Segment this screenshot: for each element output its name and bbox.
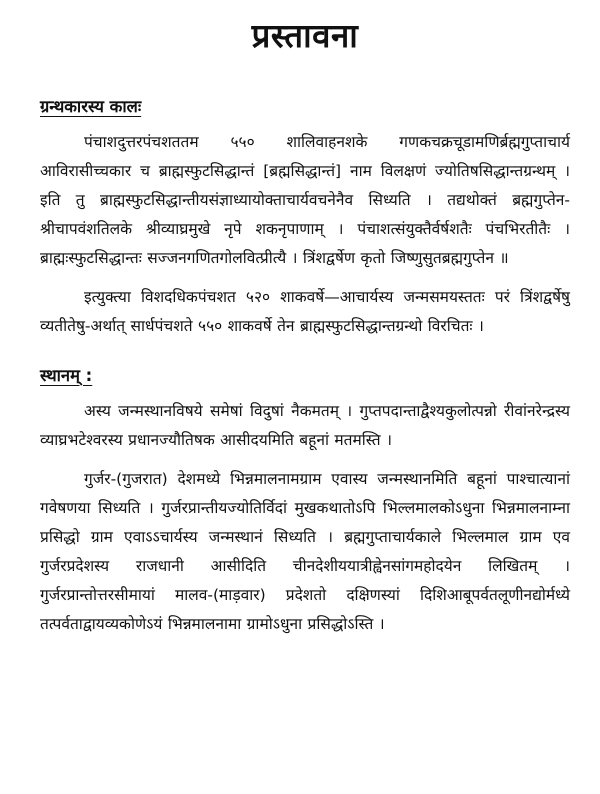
paragraph: अस्य जन्मस्थानविषये समेषां विदुषां नैकमतम् । गुप्तपदान्ताद्वैश्यकुलोत्पन्नो रीवांनरेन्द्रस्य व्याघ्रभटेश्वरस्य प्रधानज्यौतिषक आसीदयमिति बहूनां मतमस्ति । [40,402,570,449]
paragraph: इत्युक्त्या विशदधिकपंचशत ५२० शाकवर्षे—आचार्यस्य जन्मसमयस्ततः परं त्रिंशद्वर्षेषु व्यतीतेषु-अर्थात् सार्धपंचशते ५५० शाकवर्षे तेन ब्राह्मस्फुटसिद्धान्तग्रन्थो विरचितः । [40,288,570,335]
section-heading-place: स्थानम् : [40,366,93,385]
section-spacer [40,351,570,365]
page-title: प्रस्तावना [251,16,359,55]
section-place [40,365,570,639]
section-heading-author-period: ग्रन्थकारस्य कालः [40,97,142,116]
paragraph: गुर्जर-(गुजरात) देशमध्ये भिन्नमालनामग्राम एवास्य जन्मस्थानमिति बहूनां पाश्चात्यानां गवेषणया सिध्यति । गुर्जरप्रान्तीयज्योतिर्विदां मुखकथातोऽपि भिल्लमालकोऽधुना भिन्नमालनाम्ना प्रसिद्धो ग्राम एवाऽऽचार्यस्य जन्मस्थानं सिध्यति । ब्रह्मगुप्ताचार्यकाले भिल्लमाल ग्राम एव गुर्जरप्रदेशस्य राजधानी आसीदिति चीनदेशीययात्रीह्वेनसांगमहोदयेन लिखितम् । गुर्जरप्रान्तोत्तरसीमायां मालव-(माड़वार) प्रदेशतो दक्षिणस्यां दिशिआबूपर्वतलूणीनद्योर्मध्ये तत्पर्वताद्वायव्यकोणेऽयं भिन्नमालनामा ग्रामोऽधुना प्रसिद्धोऽस्ति । [40,470,570,633]
paragraph: पंचाशदुत्तरपंचशततम ५५० शालिवाहनशके गणकचक्रचूडामणिर्ब्रह्मगुप्ताचार्य आविरासीच्चकार च ब्राह्मस्फुटसिद्धान्तं [ब्रह्मसिद्धान्तं] नाम विलक्षणं ज्योतिषसिद्धान्तग्रन्थम् । इति तु ब्राह्मस्फुटसिद्धान्तीयसंज्ञाध्यायोक्ताचार्यवचनेनैव सिध्यति । तद्यथोक्तं ब्रह्मगुप्तेन- श्रीचापवंशतिलके श्रीव्याघ्रमुखे नृपे शकनृपाणाम् । पंचाशत्संयुक्तैर्वर्षशतैः पंचभिरतीतैः । ब्राह्मःस्फुटसिद्धान्तः सज्जनगणितगोलवित्प्रीत्यै । त्रिंशद्वर्षेण कृतो जिष्णुसुतब्रह्मगुप्तेन ॥ [40,133,570,267]
section-author-period [40,96,570,341]
